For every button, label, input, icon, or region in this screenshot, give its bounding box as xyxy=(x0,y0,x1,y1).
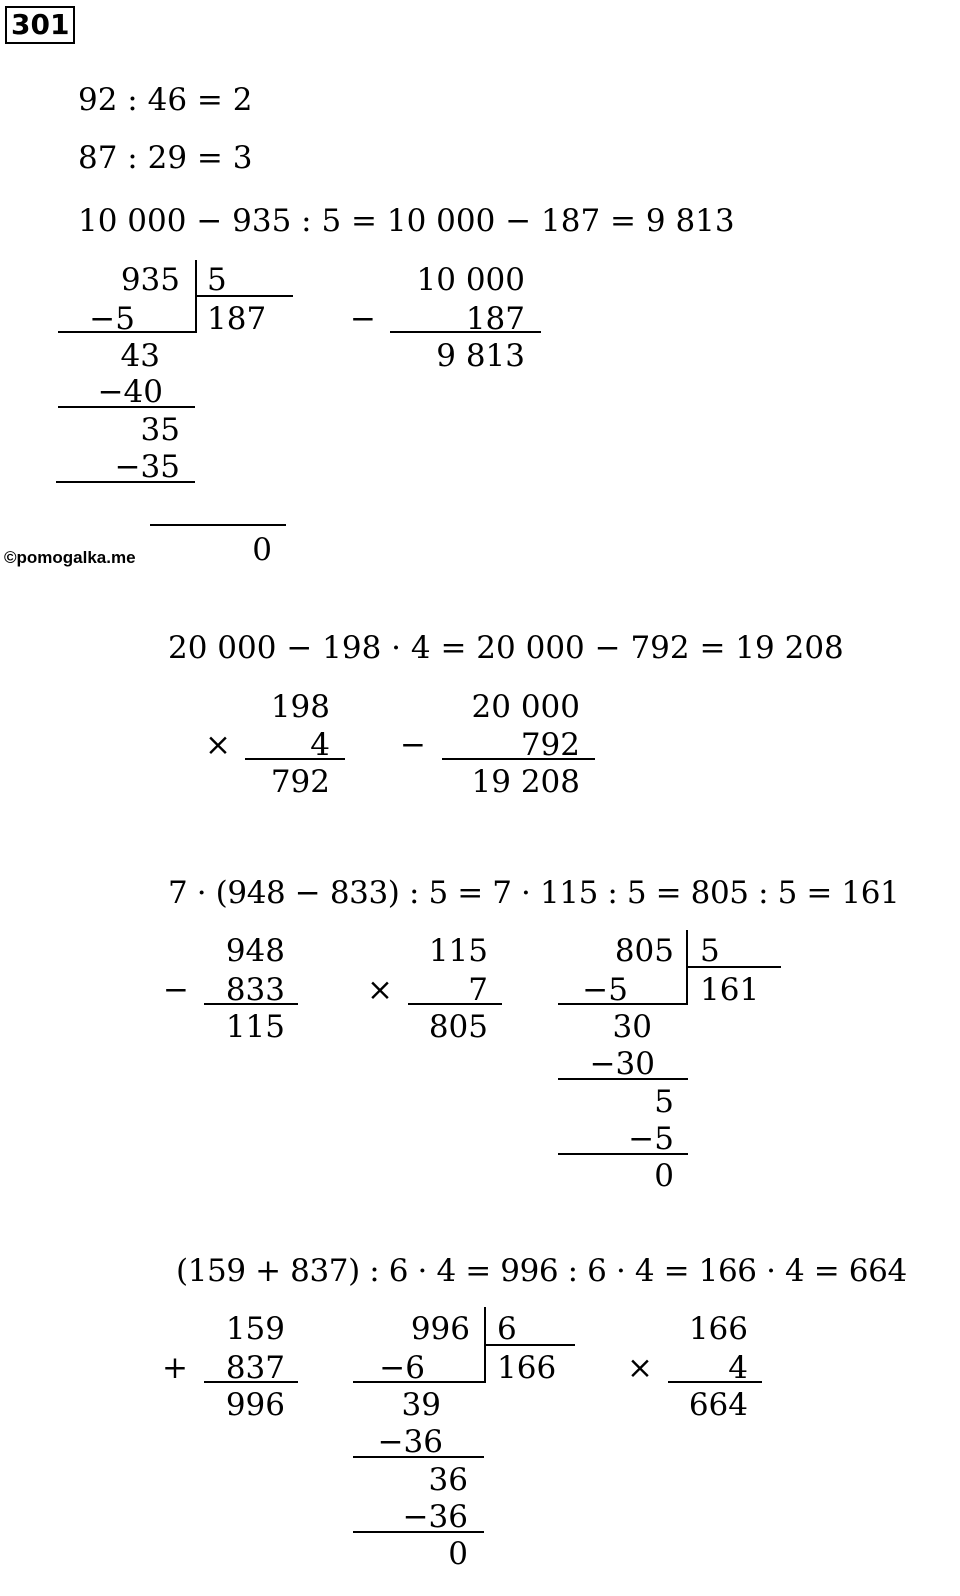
quotient: 187 xyxy=(207,301,267,337)
division-line xyxy=(558,1003,688,1005)
division-step: −6 xyxy=(379,1350,425,1386)
division-step: −5 xyxy=(628,1121,674,1157)
division-step: −36 xyxy=(402,1499,468,1535)
division-step: −36 xyxy=(377,1424,443,1460)
operand-a: 159 xyxy=(225,1311,285,1347)
result: 115 xyxy=(225,1009,285,1045)
divisor: 5 xyxy=(700,933,720,969)
operation-sign: − xyxy=(163,972,189,1008)
operand-b: 837 xyxy=(225,1350,285,1386)
result-line xyxy=(668,1381,762,1383)
division-line xyxy=(558,1153,688,1155)
division-step: −40 xyxy=(97,374,163,410)
operation-sign: × xyxy=(367,972,393,1008)
result-line xyxy=(390,331,541,333)
dividend: 805 xyxy=(614,933,674,969)
operand-b: 833 xyxy=(225,972,285,1008)
operation-sign: × xyxy=(205,727,231,763)
operand-a: 948 xyxy=(225,933,285,969)
equation-2: 87 : 29 = 3 xyxy=(78,140,253,176)
division-step: 5 xyxy=(654,1084,674,1120)
result-line xyxy=(408,1003,502,1005)
division-step: −35 xyxy=(114,449,180,485)
quotient: 161 xyxy=(700,972,760,1008)
division-remainder: 0 xyxy=(654,1158,674,1194)
divisor: 5 xyxy=(207,262,227,298)
division-step: 39 xyxy=(401,1387,441,1423)
division-line xyxy=(150,524,286,526)
operand-a: 10 000 xyxy=(416,262,525,298)
division-line xyxy=(353,1531,484,1533)
equation-1: 92 : 46 = 2 xyxy=(78,82,253,118)
equation-3: 10 000 − 935 : 5 = 10 000 − 187 = 9 813 xyxy=(78,203,735,239)
result-line xyxy=(442,758,595,760)
result-line xyxy=(245,758,345,760)
result: 9 813 xyxy=(436,338,525,374)
division-line xyxy=(353,1456,484,1458)
division-line xyxy=(353,1381,486,1383)
operand-b: 792 xyxy=(520,727,580,763)
divisor: 6 xyxy=(497,1311,517,1347)
operation-sign: − xyxy=(400,727,426,763)
result: 664 xyxy=(688,1387,748,1423)
equation-5: 7 · (948 − 833) : 5 = 7 · 115 : 5 = 805 : 5 = 161 xyxy=(168,875,900,911)
division-step: 43 xyxy=(120,338,160,374)
operation-sign: + xyxy=(162,1350,188,1386)
operand-b: 4 xyxy=(310,727,330,763)
operation-sign: − xyxy=(350,301,376,337)
operand-a: 166 xyxy=(688,1311,748,1347)
division-step: −5 xyxy=(582,972,628,1008)
result: 805 xyxy=(428,1009,488,1045)
operand-b: 187 xyxy=(465,301,525,337)
operand-a: 20 000 xyxy=(471,689,580,725)
division-line xyxy=(558,1078,688,1080)
result: 19 208 xyxy=(471,764,580,800)
division-step: 35 xyxy=(140,412,180,448)
operand-a: 115 xyxy=(428,933,488,969)
division-line xyxy=(56,481,195,483)
operand-a: 198 xyxy=(270,689,330,725)
result: 996 xyxy=(225,1387,285,1423)
division-remainder: 0 xyxy=(252,532,272,568)
division-step: −30 xyxy=(589,1046,655,1082)
problem-number: 301 xyxy=(5,6,75,44)
result: 792 xyxy=(270,764,330,800)
quotient: 166 xyxy=(497,1350,557,1386)
equation-6: (159 + 837) : 6 · 4 = 996 : 6 · 4 = 166 · 4 = 664 xyxy=(176,1253,907,1289)
division-line xyxy=(58,331,197,333)
operand-b: 4 xyxy=(728,1350,748,1386)
division-step: −5 xyxy=(89,301,135,337)
dividend: 996 xyxy=(410,1311,470,1347)
result-line xyxy=(204,1381,298,1383)
division-line xyxy=(58,406,195,408)
operand-b: 7 xyxy=(468,972,488,1008)
operation-sign: × xyxy=(627,1350,653,1386)
division-step: 30 xyxy=(612,1009,652,1045)
watermark: ©pomogalka.me xyxy=(4,548,136,567)
equation-4: 20 000 − 198 · 4 = 20 000 − 792 = 19 208 xyxy=(168,630,844,666)
division-remainder: 0 xyxy=(448,1536,468,1572)
division-step: 36 xyxy=(428,1462,468,1498)
dividend: 935 xyxy=(120,262,180,298)
result-line xyxy=(204,1003,298,1005)
